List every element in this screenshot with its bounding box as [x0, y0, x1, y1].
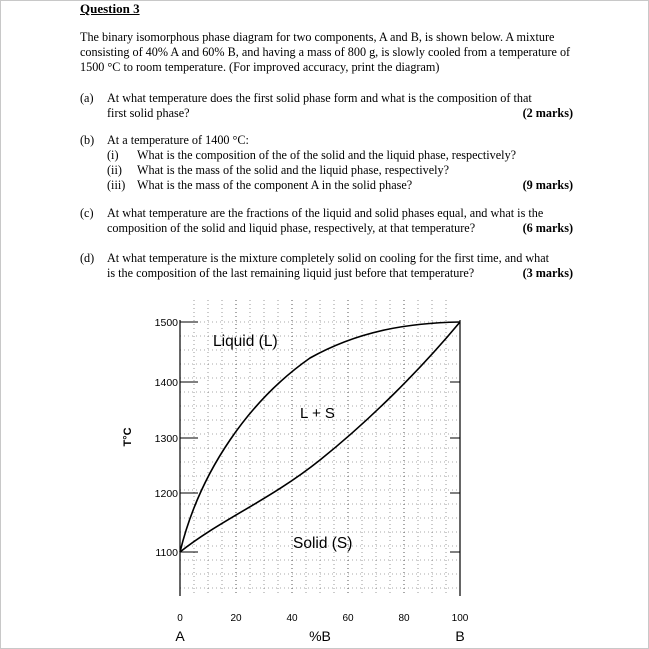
sub-number: (iii) — [107, 178, 126, 192]
question-b-lead: At a temperature of 1400 °C: — [107, 133, 249, 147]
question-c-line-2: composition of the solid and liquid phase, respectively, at that temperature? — [107, 221, 476, 235]
y-ticks — [180, 322, 198, 552]
question-intro: The binary isomorphous phase diagram for two components, A and B, is shown below. A mixture consisting of 40% A and 60% B, and having a mass of 800 g, is slowly cooled from a temperature of 1500 °C to room temperature. (For improved accuracy, print the diagram) — [80, 30, 571, 74]
end-label-a: A — [175, 628, 185, 644]
y-axis-label: T°C — [122, 427, 134, 447]
x-tick-label: 40 — [286, 613, 298, 624]
x-tick-label: 100 — [451, 613, 469, 624]
question-d-label: (d) — [80, 251, 95, 265]
sub-number: (i) — [107, 148, 119, 162]
sub-text: What is the mass of the component A in the solid phase? — [137, 178, 413, 192]
x-tick-label: 0 — [177, 613, 183, 624]
end-label-b: B — [455, 628, 465, 644]
question-c-marks: (6 marks) — [522, 221, 573, 235]
question-a-line-1: At what temperature does the first solid phase form and what is the composition of that — [107, 91, 532, 105]
two-phase-region-label: L + S — [300, 405, 335, 422]
x-tick-label: 60 — [342, 613, 354, 624]
y-tick-label: 1400 — [154, 377, 178, 389]
question-d-line-1: At what temperature is the mixture completely solid on cooling for the first time, and what — [107, 251, 550, 265]
question-d-marks: (3 marks) — [522, 266, 573, 280]
y-tick-label: 1200 — [154, 488, 178, 500]
y-tick-labels — [155, 317, 179, 559]
y-tick-label: 1500 — [154, 317, 178, 329]
sub-number: (ii) — [107, 163, 122, 177]
y-tick-label: 1300 — [154, 433, 178, 445]
right-ticks — [448, 322, 460, 552]
question-d-line-2: is the composition of the last remaining liquid just before that temperature? — [107, 266, 475, 280]
question-b-marks: (9 marks) — [522, 178, 573, 192]
question-a-line-2: first solid phase? — [107, 106, 190, 120]
x-tick-labels — [177, 613, 469, 624]
x-tick-label: 80 — [398, 613, 410, 624]
question-heading: Question 3 — [80, 1, 140, 16]
sub-text: What is the mass of the solid and the liquid phase, respectively? — [137, 163, 450, 177]
x-axis-label: %B — [309, 628, 331, 644]
y-tick-label: 1100 — [155, 547, 178, 559]
sub-text: What is the composition of the of the solid and the liquid phase, respectively? — [137, 148, 517, 162]
question-c-label: (c) — [80, 206, 94, 220]
solid-region-label: Solid (S) — [293, 535, 353, 552]
liquid-region-label: Liquid (L) — [213, 333, 278, 350]
x-tick-label: 20 — [230, 613, 242, 624]
question-b-label: (b) — [80, 133, 95, 147]
question-c-line-1: At what temperature are the fractions of the liquid and solid phases equal, and what is the — [107, 206, 544, 220]
question-a-label: (a) — [80, 91, 94, 105]
question-a-marks: (2 marks) — [522, 106, 573, 120]
